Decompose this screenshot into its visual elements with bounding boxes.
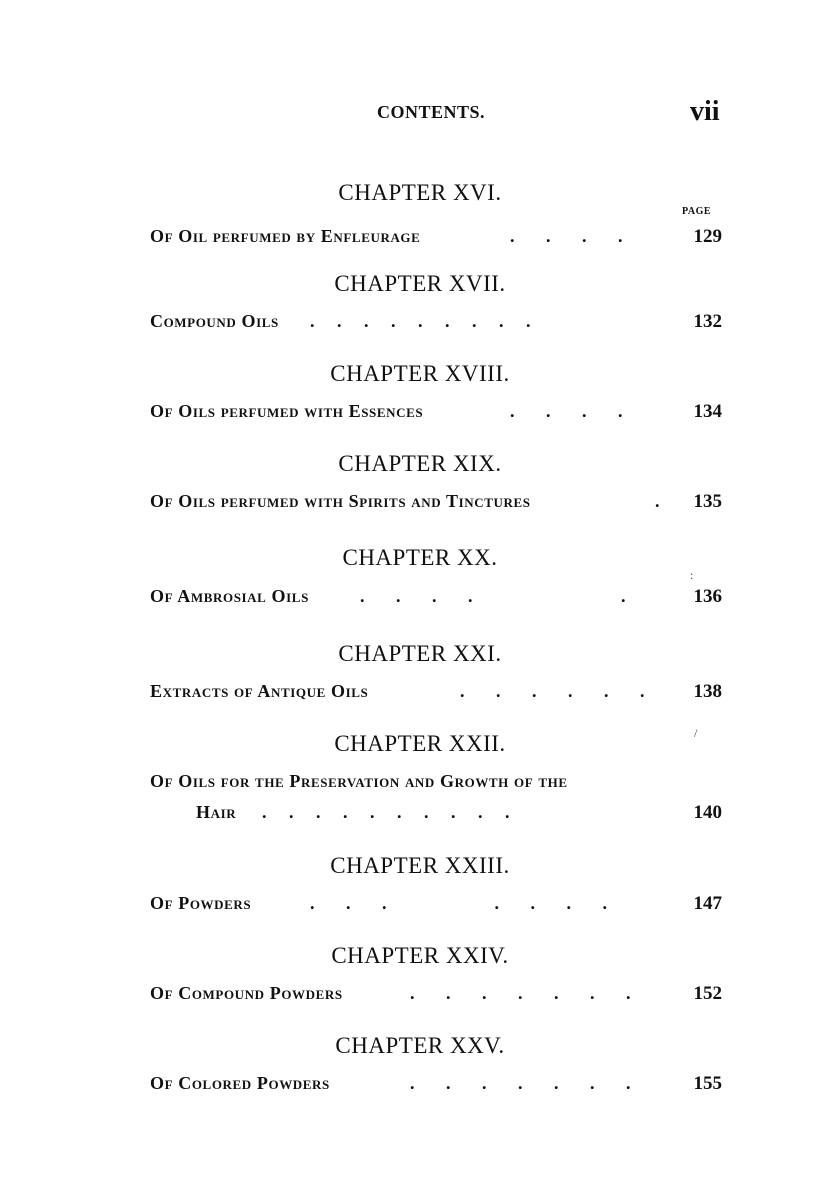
toc-entry[interactable] <box>150 771 722 797</box>
chapter-heading: CHAPTER XIX. <box>338 451 502 476</box>
entry-page: 129 <box>693 226 722 247</box>
toc-entry[interactable] <box>150 1073 722 1099</box>
chapter-heading: CHAPTER XXV. <box>335 1033 505 1058</box>
chapter-heading: CHAPTER XVI. <box>338 180 502 205</box>
entry-title: Of Oils perfumed with Spirits and Tinctures <box>150 491 531 511</box>
leader-dots: . . . . <box>510 401 623 421</box>
leader-dots: . . . . . . . . . <box>310 311 531 331</box>
toc-entry-continuation[interactable] <box>150 802 722 828</box>
chapter-heading: CHAPTER XXII. <box>334 731 506 756</box>
leader-dots: . . . . . . . <box>310 893 607 913</box>
entry-page: 155 <box>693 1073 722 1094</box>
chapter-heading: CHAPTER XVII. <box>334 271 506 296</box>
toc-entry[interactable] <box>150 311 722 337</box>
entry-page: 135 <box>693 491 722 512</box>
entry-page: 136 <box>693 586 722 607</box>
ink-speck: : <box>690 568 694 582</box>
leader-dots: . . . . . . <box>460 681 645 701</box>
page-number: vii <box>690 96 720 127</box>
toc-entry[interactable] <box>150 681 722 707</box>
leader-dots: . . . . . . . <box>410 983 631 1003</box>
chapter-heading: CHAPTER XX. <box>342 545 498 570</box>
chapter-heading: CHAPTER XXIV. <box>331 943 509 968</box>
running-head <box>0 96 840 136</box>
leader-dots: . <box>655 491 660 511</box>
leader-dots: . . . . . . . <box>410 1073 631 1093</box>
entry-page: 152 <box>693 983 722 1004</box>
entry-title: Of Oils perfumed with Essences <box>150 401 424 421</box>
ink-speck: / <box>694 726 698 740</box>
entry-title: Of Colored Powders <box>150 1073 330 1093</box>
entry-title-continued: Hair <box>196 802 237 822</box>
entry-page: 134 <box>693 401 722 422</box>
entry-title: Extracts of Antique Oils <box>150 681 369 701</box>
leader-dots: . . . . . <box>360 586 626 606</box>
entry-title: Of Oil perfumed by Enfleurage <box>150 226 421 246</box>
toc-entry[interactable] <box>150 983 722 1009</box>
entry-page: 147 <box>693 893 722 914</box>
toc-entry[interactable] <box>150 401 722 427</box>
chapter-heading: CHAPTER XXIII. <box>330 853 510 878</box>
toc-entry[interactable] <box>150 586 722 612</box>
chapter-heading: CHAPTER XVIII. <box>330 361 510 386</box>
leader-dots: . . . . <box>510 226 623 246</box>
leader-dots: . . . . . . . . . . <box>262 802 510 822</box>
page-column-label: PAGE <box>682 206 712 217</box>
toc-entry[interactable] <box>150 226 722 252</box>
entry-title: Of Compound Powders <box>150 983 343 1003</box>
entry-title: Of Powders <box>150 893 252 913</box>
toc-entry[interactable] <box>150 893 722 919</box>
entry-title: Compound Oils <box>150 311 279 331</box>
chapter-heading: CHAPTER XXI. <box>338 641 502 666</box>
entry-page: 140 <box>693 802 722 823</box>
entry-page: 132 <box>693 311 722 332</box>
entry-title: Of Ambrosial Oils <box>150 586 309 606</box>
toc-entry[interactable] <box>150 491 722 517</box>
entry-title: Of Oils for the Preservation and Growth of the <box>150 771 568 791</box>
running-title: CONTENTS. <box>377 102 486 122</box>
entry-page: 138 <box>693 681 722 702</box>
